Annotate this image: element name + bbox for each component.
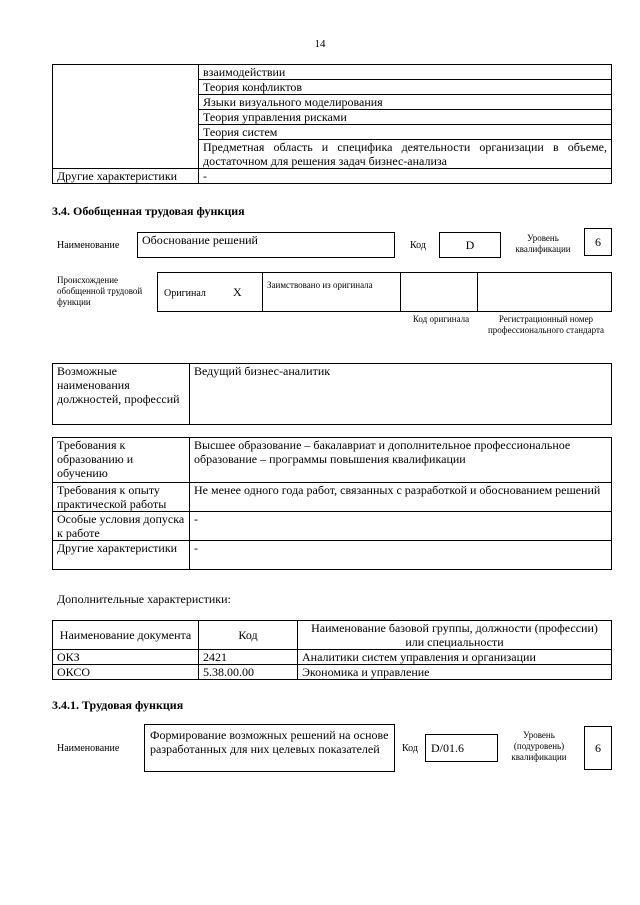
origin-box (157, 272, 612, 312)
name-label: Наименование (57, 240, 120, 251)
additional-title: Дополнительные характеристики: (57, 592, 231, 606)
requirement-value: Высшее образование – бакалавриат и дополнительное профессиональное образование – программы повышения квалификации (190, 438, 612, 483)
code-label: Код (410, 240, 426, 251)
code-value-box (439, 232, 501, 258)
requirement-value: - (190, 512, 612, 541)
positions-value: Ведущий бизнес-аналитик (190, 364, 612, 425)
borrowed-label: Заимствовано из оригинала (267, 280, 373, 290)
section-heading-3-4: 3.4. Обобщенная трудовая функция (52, 204, 245, 218)
other-characteristics-value: - (199, 169, 612, 184)
requirement-label: Другие характеристики (53, 541, 190, 570)
section-heading-3-4-1: 3.4.1. Трудовая функция (52, 698, 184, 712)
name-value: Обоснование решений (142, 233, 258, 247)
origin-divider (400, 272, 401, 312)
requirement-label: Особые условия допуска к работе (53, 512, 190, 541)
top-knowledge-table (52, 64, 612, 184)
additional-cell: ОКЗ (53, 650, 199, 665)
function-name-value: Формирование возможных решений на основе разработанных для них целевых показателей (150, 728, 389, 756)
original-code-caption: Код оригинала (412, 314, 470, 324)
additional-header: Код (199, 621, 298, 650)
knowledge-row: взаимодействии (199, 65, 612, 80)
other-characteristics-label: Другие характеристики (53, 169, 199, 184)
knowledge-row: Предметная область и специфика деятельности организации в объеме, достаточном для решения задач бизнес-анализа (199, 140, 612, 169)
function-code-value: D/01.6 (431, 741, 464, 755)
positions-table (52, 363, 612, 425)
additional-cell: ОКСО (53, 665, 199, 680)
requirement-value: Не менее одного года работ, связанных с разработкой и обоснованием решений (190, 483, 612, 512)
function-level-value: 6 (595, 740, 601, 755)
knowledge-row: Теория систем (199, 125, 612, 140)
original-mark: X (233, 285, 242, 299)
function-code-box (425, 734, 498, 762)
knowledge-row: Языки визуального моделирования (199, 95, 612, 110)
original-label: Оригинал (164, 288, 206, 299)
name-value-box (137, 232, 395, 258)
additional-header: Наименование базовой группы, должности (профессии) или специальности (298, 621, 612, 650)
requirement-label: Требования к образованию и обучению (53, 438, 190, 483)
additional-cell: 5.38.00.00 (199, 665, 298, 680)
origin-divider (477, 272, 478, 312)
additional-cell: 2421 (199, 650, 298, 665)
requirement-value: - (190, 541, 612, 570)
origin-divider (262, 272, 263, 312)
function-code-label: Код (402, 743, 418, 754)
knowledge-row: Теория конфликтов (199, 80, 612, 95)
function-name-label: Наименование (57, 743, 120, 754)
registration-number-caption: Регистрационный номер профессионального стандарта (487, 314, 605, 335)
additional-cell: Аналитики систем управления и организации (298, 650, 612, 665)
top-table-empty-cell (53, 65, 199, 169)
additional-header: Наименование документа (53, 621, 199, 650)
additional-cell: Экономика и управление (298, 665, 612, 680)
page-number: 14 (314, 38, 326, 50)
requirement-label: Требования к опыту практической работы (53, 483, 190, 512)
additional-table (52, 620, 612, 680)
function-level-label: Уровень (подуровень) квалификации (511, 730, 567, 762)
requirements-table (52, 437, 612, 570)
level-label: Уровень квалификации (515, 233, 571, 254)
level-value: 6 (595, 234, 601, 249)
function-level-box (584, 726, 612, 770)
positions-label: Возможные наименования должностей, профессий (53, 364, 190, 425)
knowledge-row: Теория управления рисками (199, 110, 612, 125)
code-value: D (465, 237, 475, 252)
function-name-box (144, 724, 395, 772)
level-value-box (584, 228, 612, 256)
origin-label: Происхождение обобщенной трудовой функции (57, 275, 143, 307)
